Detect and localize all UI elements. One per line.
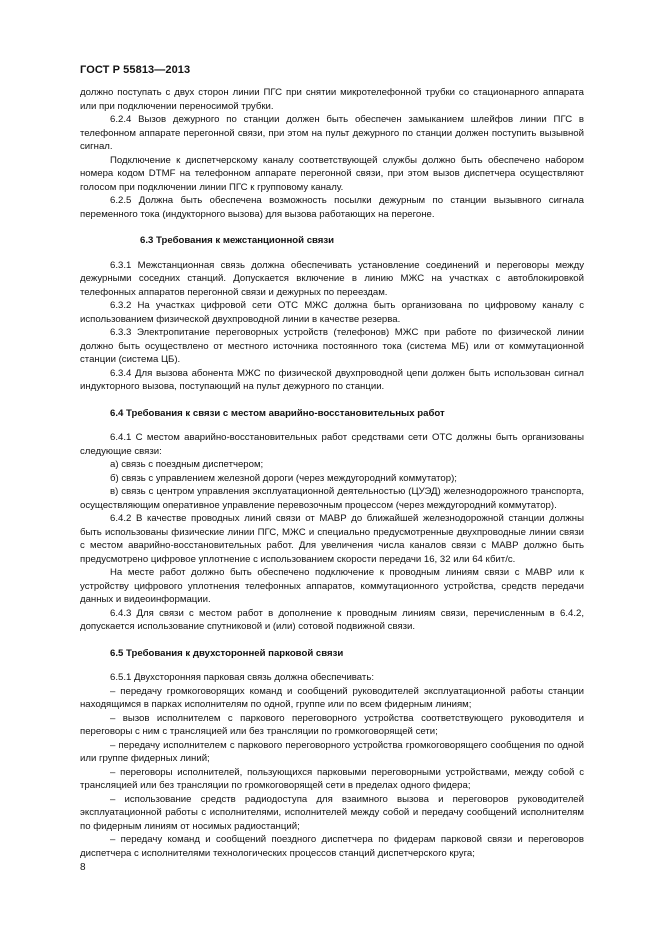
section-title: 6.4 Требования к связи с местом аварийно-восстановительных работ — [110, 407, 445, 419]
paragraph: 6.2.5 Должна быть обеспечена возможность посылки дежурным по станции вызывного сигнала переменного тока (индукторного вызова) для вызова работающих на перегоне. — [80, 195, 584, 220]
document-header: ГОСТ Р 55813—2013 — [80, 64, 191, 76]
paragraph: – передачу исполнителем с паркового переговорного устройства громкоговорящего сообщения по одной или группе фидерных линий; — [80, 739, 584, 764]
paragraph: в) связь с центром управления эксплуатационной деятельностью (ЦУЭД) железнодорожного транспорта, осуществляющим оперативное управление перевозочным процессом (через междугородний коммутатор). — [80, 486, 584, 511]
section-heading — [80, 407, 584, 421]
paragraph: 6.4.3 Для связи с местом работ в дополнение к проводным линиям связи, перечисленным в 6.4.2, допускается использование спутниковой и (или) сотовой подвижной связи. — [80, 607, 584, 632]
paragraph: На месте работ должно быть обеспечено подключение к проводным линиям связи с МАВР или к устройству цифрового уплотнения телефонных аппаратов, коммутационного устройства, средств передачи данных и видеоинформации. — [80, 567, 584, 605]
paragraph: 6.3.1 Межстанционная связь должна обеспечивать установление соединений и переговоры между дежурными соседних станций. Допускается включение в линию МЖС на участках с автоблокировкой телефонных аппаратов перегонной связи и дежурных по переездам. — [80, 259, 584, 298]
paragraph: б) связь с управлением железной дороги (через междугородний коммутатор); — [110, 472, 457, 484]
paragraph: – использование средств радиодоступа для взаимного вызова и переговоров руководителей эксплуатационной работы с исполнителями, исполнителей между собой и передачу сообщений исполнителям по фидерным линиям от носимых радиостанций; — [80, 793, 584, 832]
section-title: 6.5 Требования к двухсторонней парковой связи — [110, 647, 344, 659]
section-heading — [80, 234, 584, 248]
paragraph: должно поступать с двух сторон линии ПГС при снятии микротелефонной трубки со стационарного аппарата или при подключении переносимой трубки. — [80, 87, 584, 112]
paragraph: 6.5.1 Двухсторонняя парковая связь должна обеспечивать: — [110, 672, 374, 683]
paragraph: – вызов исполнителем с паркового переговорного устройства соответствующего руководителя и переговоры с ним с трансляцией или без трансляции по громкоговорящей сети; — [80, 712, 584, 737]
paragraph: – передачу команд и сообщений поездного диспетчера по фидерам парковой связи и переговоров диспетчера с исполнителями технологических процессов станций диспетчерского круга; — [80, 834, 584, 859]
paragraph: а) связь с поездным диспетчером; — [110, 459, 264, 470]
section-heading — [80, 647, 584, 661]
section-number: 6.3 — [140, 235, 154, 246]
document-body — [80, 86, 584, 860]
paragraph: 6.4.2 В качестве проводных линий связи от МАВР до ближайшей железнодорожной станции должны быть использованы физические линии ПГС, МЖС и специально предусмотренные двухпроводные линии связи с местом аварийно-восстановительных работ. Для увеличения числа каналов связи с МАВР должно быть предусмотрено цифровое уплотнение с использованием скорости передачи 16, 32 или 64 кбит/с. — [80, 513, 584, 565]
paragraph: 6.4.1 С местом аварийно-восстановительных работ средствами сети ОТС должны быть организованы следующие связи: — [80, 432, 584, 457]
paragraph: 6.3.3 Электропитание переговорных устройств (телефонов) МЖС при работе по физической линии должно быть осуществлено от местного источника постоянного тока (система МБ) или от коммутационной станции (система ЦБ). — [80, 327, 584, 365]
paragraph: – переговоры исполнителей, пользующихся парковыми переговорными устройствами, между собой с трансляцией или без трансляции по громкоговорящей сети в пределах одного фидера; — [80, 766, 584, 791]
paragraph: 6.3.2 На участках цифровой сети ОТС МЖС должна быть организована по цифровому каналу с использованием физической двухпроводной линии в качестве резерва. — [80, 300, 584, 325]
paragraph: – передачу громкоговорящих команд и сообщений руководителей эксплуатационной работы станции находящимся в парках исполнителям по одной, группе или по всем фидерным линиям; — [80, 685, 584, 710]
paragraph: 6.2.4 Вызов дежурного по станции должен быть обеспечен замыканием шлейфов линии ПГС в телефонном аппарате перегонной связи, при этом на пульт дежурного по станции должен поступить вызывной сигнал. — [80, 114, 584, 152]
page-number: 8 — [80, 862, 86, 873]
section-title: Требования к межстанционной связи — [156, 235, 335, 246]
paragraph: 6.3.4 Для вызова абонента МЖС по физической двухпроводной цепи должен быть использован сигнал индукторного вызова, поступающий на пульт дежурного по станции. — [80, 367, 584, 392]
paragraph: Подключение к диспетчерскому каналу соответствующей службы должно быть обеспечено набором номера кодом DTMF на телефонном аппарате перегонной связи, при этом вызов диспетчера осуществляют голосом при подключении линии ПГС к групповому каналу. — [80, 154, 584, 193]
